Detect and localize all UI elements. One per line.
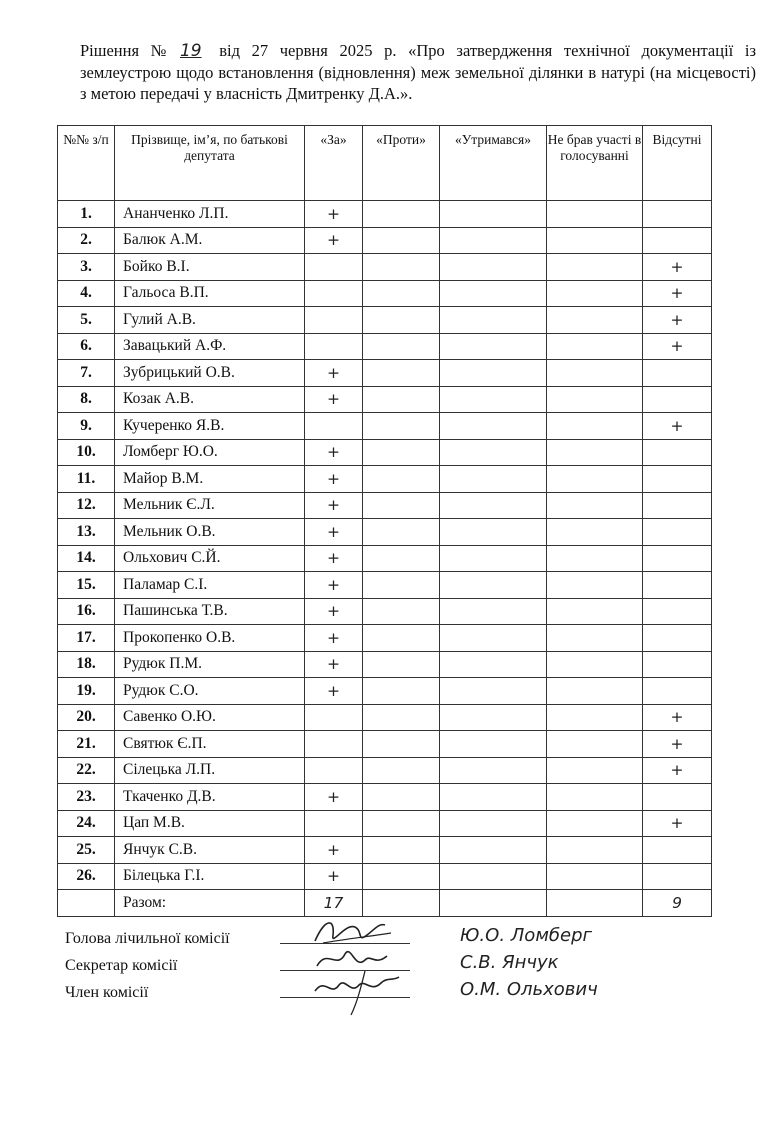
vote-for-mark <box>305 757 363 784</box>
table-row <box>58 386 712 413</box>
vote-against-mark <box>363 307 440 334</box>
signature-name: Ю.О. Ломберг <box>460 925 592 946</box>
vote-not-voted-mark <box>547 731 643 758</box>
decision-text: від 27 червня 2025 р. «Про затвердження технічної документації із землеустрою щодо встановлення (відновлення) меж земельної ділянки в натурі (на місцевості) з метою передачі у власність Дмитренку Д.А.». <box>80 41 756 103</box>
row-number: 10. <box>58 439 115 466</box>
vote-absent-mark <box>643 837 712 864</box>
vote-absent-mark <box>643 227 712 254</box>
vote-not-voted-mark <box>547 810 643 837</box>
vote-abstained-mark <box>440 678 547 705</box>
vote-absent-mark <box>643 678 712 705</box>
table-row <box>58 784 712 811</box>
vote-absent-mark <box>643 598 712 625</box>
vote-against-mark <box>363 837 440 864</box>
vote-abstained-mark <box>440 757 547 784</box>
signatures-block <box>65 925 765 1035</box>
vote-against-mark <box>363 519 440 546</box>
deputy-name: Білецька Г.І. <box>115 863 305 890</box>
header-abstained: «Утримався» <box>440 126 547 201</box>
vote-for-mark <box>305 333 363 360</box>
vote-against-mark <box>363 227 440 254</box>
vote-against-mark <box>363 598 440 625</box>
vote-abstained-mark <box>440 784 547 811</box>
vote-not-voted-mark <box>547 307 643 334</box>
vote-not-voted-mark <box>547 598 643 625</box>
vote-abstained-mark <box>440 413 547 440</box>
vote-not-voted-mark <box>547 227 643 254</box>
vote-abstained-mark <box>440 572 547 599</box>
vote-abstained-mark <box>440 492 547 519</box>
vote-for-mark <box>305 810 363 837</box>
row-number: 14. <box>58 545 115 572</box>
vote-absent-mark <box>643 572 712 599</box>
voting-table <box>57 125 712 917</box>
vote-abstained-mark <box>440 386 547 413</box>
row-number: 21. <box>58 731 115 758</box>
vote-absent-mark <box>643 651 712 678</box>
vote-for-mark: + <box>305 784 363 811</box>
vote-abstained-mark <box>440 254 547 281</box>
vote-not-voted-mark <box>547 492 643 519</box>
vote-against-mark <box>363 439 440 466</box>
signature-name: О.М. Ольхович <box>460 979 598 1000</box>
vote-against-mark <box>363 784 440 811</box>
row-number: 18. <box>58 651 115 678</box>
vote-abstained-mark <box>440 625 547 652</box>
deputy-name: Балюк А.М. <box>115 227 305 254</box>
table-row <box>58 360 712 387</box>
vote-absent-mark <box>643 439 712 466</box>
row-number: 17. <box>58 625 115 652</box>
deputy-name: Янчук С.В. <box>115 837 305 864</box>
decision-prefix: Рішення № <box>80 41 174 60</box>
deputy-name: Рудюк С.О. <box>115 678 305 705</box>
total-absent: 9 <box>643 890 712 917</box>
vote-against-mark <box>363 863 440 890</box>
vote-not-voted-mark <box>547 466 643 493</box>
header-for: «За» <box>305 126 363 201</box>
deputy-name: Завацький А.Ф. <box>115 333 305 360</box>
table-row <box>58 651 712 678</box>
vote-for-mark: + <box>305 466 363 493</box>
deputy-name: Кучеренко Я.В. <box>115 413 305 440</box>
header-absent: Відсутні <box>643 126 712 201</box>
vote-against-mark <box>363 731 440 758</box>
vote-absent-mark: + <box>643 307 712 334</box>
row-number: 9. <box>58 413 115 440</box>
vote-not-voted-mark <box>547 625 643 652</box>
vote-abstained-mark <box>440 466 547 493</box>
table-row <box>58 254 712 281</box>
vote-absent-mark: + <box>643 704 712 731</box>
table-row <box>58 863 712 890</box>
vote-not-voted-mark <box>547 863 643 890</box>
vote-not-voted-mark <box>547 519 643 546</box>
table-row <box>58 280 712 307</box>
table-row <box>58 757 712 784</box>
vote-not-voted-mark <box>547 413 643 440</box>
vote-abstained-mark <box>440 651 547 678</box>
vote-against-mark <box>363 386 440 413</box>
handwritten-signature <box>305 967 405 1017</box>
vote-not-voted-mark <box>547 572 643 599</box>
deputy-name: Гулий А.В. <box>115 307 305 334</box>
vote-abstained-mark <box>440 598 547 625</box>
deputy-name: Пашинська Т.В. <box>115 598 305 625</box>
table-row <box>58 625 712 652</box>
table-row <box>58 837 712 864</box>
vote-not-voted-mark <box>547 651 643 678</box>
row-number: 22. <box>58 757 115 784</box>
vote-against-mark <box>363 201 440 228</box>
decision-number: 19 <box>179 41 202 61</box>
vote-abstained-mark <box>440 731 547 758</box>
deputy-name: Ткаченко Д.В. <box>115 784 305 811</box>
deputy-name: Майор В.М. <box>115 466 305 493</box>
vote-against-mark <box>363 545 440 572</box>
vote-for-mark: + <box>305 598 363 625</box>
vote-abstained-mark <box>440 810 547 837</box>
table-row <box>58 704 712 731</box>
deputy-name: Козак А.В. <box>115 386 305 413</box>
total-abstained <box>440 890 547 917</box>
vote-for-mark: + <box>305 678 363 705</box>
row-number: 20. <box>58 704 115 731</box>
vote-for-mark: + <box>305 201 363 228</box>
decision-header <box>80 40 756 104</box>
signature-row-member <box>65 979 765 1006</box>
vote-not-voted-mark <box>547 201 643 228</box>
vote-abstained-mark <box>440 333 547 360</box>
vote-absent-mark <box>643 545 712 572</box>
vote-abstained-mark <box>440 837 547 864</box>
vote-against-mark <box>363 333 440 360</box>
vote-for-mark: + <box>305 386 363 413</box>
table-row <box>58 545 712 572</box>
row-number: 24. <box>58 810 115 837</box>
table-row <box>58 678 712 705</box>
table-row <box>58 572 712 599</box>
vote-not-voted-mark <box>547 545 643 572</box>
deputy-name: Прокопенко О.В. <box>115 625 305 652</box>
vote-abstained-mark <box>440 360 547 387</box>
vote-absent-mark: + <box>643 757 712 784</box>
vote-not-voted-mark <box>547 254 643 281</box>
deputy-name: Цап М.В. <box>115 810 305 837</box>
vote-absent-mark: + <box>643 333 712 360</box>
vote-for-mark <box>305 704 363 731</box>
vote-abstained-mark <box>440 863 547 890</box>
row-number: 7. <box>58 360 115 387</box>
vote-against-mark <box>363 572 440 599</box>
vote-for-mark: + <box>305 227 363 254</box>
total-label: Разом: <box>115 890 305 917</box>
vote-against-mark <box>363 810 440 837</box>
vote-absent-mark: + <box>643 731 712 758</box>
vote-absent-mark <box>643 625 712 652</box>
vote-against-mark <box>363 280 440 307</box>
row-number: 19. <box>58 678 115 705</box>
row-number: 6. <box>58 333 115 360</box>
signature-row-secretary <box>65 952 765 979</box>
deputy-name: Святюк Є.П. <box>115 731 305 758</box>
signature-role: Секретар комісії <box>65 957 178 974</box>
vote-absent-mark <box>643 360 712 387</box>
row-number: 25. <box>58 837 115 864</box>
vote-not-voted-mark <box>547 280 643 307</box>
deputy-name: Рудюк П.М. <box>115 651 305 678</box>
table-row <box>58 227 712 254</box>
vote-for-mark: + <box>305 492 363 519</box>
row-number: 15. <box>58 572 115 599</box>
vote-for-mark: + <box>305 863 363 890</box>
vote-absent-mark: + <box>643 254 712 281</box>
vote-against-mark <box>363 704 440 731</box>
vote-not-voted-mark <box>547 678 643 705</box>
vote-against-mark <box>363 625 440 652</box>
vote-for-mark: + <box>305 651 363 678</box>
vote-absent-mark <box>643 784 712 811</box>
vote-abstained-mark <box>440 307 547 334</box>
row-number: 3. <box>58 254 115 281</box>
table-header-row <box>58 126 712 201</box>
vote-abstained-mark <box>440 545 547 572</box>
vote-abstained-mark <box>440 201 547 228</box>
vote-not-voted-mark <box>547 757 643 784</box>
row-number: 23. <box>58 784 115 811</box>
deputy-name: Ломберг Ю.О. <box>115 439 305 466</box>
vote-for-mark <box>305 413 363 440</box>
deputy-name: Мельник Є.Л. <box>115 492 305 519</box>
vote-for-mark <box>305 731 363 758</box>
table-row <box>58 731 712 758</box>
vote-abstained-mark <box>440 439 547 466</box>
voting-table-body <box>58 201 712 917</box>
row-number: 13. <box>58 519 115 546</box>
vote-against-mark <box>363 492 440 519</box>
table-row <box>58 598 712 625</box>
vote-not-voted-mark <box>547 784 643 811</box>
vote-against-mark <box>363 413 440 440</box>
vote-for-mark <box>305 280 363 307</box>
table-row <box>58 519 712 546</box>
signature-name: С.В. Янчук <box>460 952 559 973</box>
row-number: 11. <box>58 466 115 493</box>
row-number: 26. <box>58 863 115 890</box>
vote-against-mark <box>363 678 440 705</box>
table-row <box>58 466 712 493</box>
table-row <box>58 307 712 334</box>
row-number: 5. <box>58 307 115 334</box>
header-not-voted: Не брав участі в голосуванні <box>547 126 643 201</box>
vote-not-voted-mark <box>547 704 643 731</box>
vote-for-mark: + <box>305 360 363 387</box>
vote-against-mark <box>363 360 440 387</box>
deputy-name: Бойко В.І. <box>115 254 305 281</box>
row-number: 2. <box>58 227 115 254</box>
total-not-voted <box>547 890 643 917</box>
vote-not-voted-mark <box>547 333 643 360</box>
total-for: 17 <box>305 890 363 917</box>
vote-absent-mark: + <box>643 413 712 440</box>
row-number: 1. <box>58 201 115 228</box>
header-against: «Проти» <box>363 126 440 201</box>
vote-for-mark: + <box>305 572 363 599</box>
vote-abstained-mark <box>440 280 547 307</box>
vote-abstained-mark <box>440 704 547 731</box>
row-number: 4. <box>58 280 115 307</box>
vote-for-mark: + <box>305 439 363 466</box>
vote-not-voted-mark <box>547 837 643 864</box>
vote-absent-mark <box>643 386 712 413</box>
vote-for-mark: + <box>305 837 363 864</box>
table-row <box>58 810 712 837</box>
vote-for-mark: + <box>305 625 363 652</box>
vote-for-mark: + <box>305 545 363 572</box>
table-row <box>58 413 712 440</box>
vote-not-voted-mark <box>547 386 643 413</box>
vote-for-mark: + <box>305 519 363 546</box>
vote-abstained-mark <box>440 519 547 546</box>
vote-absent-mark: + <box>643 810 712 837</box>
vote-for-mark <box>305 254 363 281</box>
deputy-name: Сілецька Л.П. <box>115 757 305 784</box>
table-row <box>58 439 712 466</box>
vote-against-mark <box>363 466 440 493</box>
header-number: №№ з/п <box>58 126 115 201</box>
row-number: 8. <box>58 386 115 413</box>
vote-absent-mark <box>643 466 712 493</box>
vote-against-mark <box>363 254 440 281</box>
deputy-name: Савенко О.Ю. <box>115 704 305 731</box>
vote-absent-mark <box>643 492 712 519</box>
table-row <box>58 201 712 228</box>
deputy-name: Паламар С.І. <box>115 572 305 599</box>
vote-abstained-mark <box>440 227 547 254</box>
total-empty-cell <box>58 890 115 917</box>
deputy-name: Ананченко Л.П. <box>115 201 305 228</box>
vote-absent-mark: + <box>643 280 712 307</box>
table-row <box>58 333 712 360</box>
signature-row-chair <box>65 925 765 952</box>
vote-not-voted-mark <box>547 439 643 466</box>
signature-role: Член комісії <box>65 984 149 1001</box>
vote-against-mark <box>363 757 440 784</box>
signature-role: Голова лічильної комісії <box>65 930 230 947</box>
vote-absent-mark <box>643 519 712 546</box>
table-row <box>58 492 712 519</box>
header-name: Прізвище, ім’я, по батькові депутата <box>115 126 305 201</box>
deputy-name: Гальоса В.П. <box>115 280 305 307</box>
vote-for-mark <box>305 307 363 334</box>
vote-against-mark <box>363 651 440 678</box>
deputy-name: Зубрицький О.В. <box>115 360 305 387</box>
row-number: 12. <box>58 492 115 519</box>
row-number: 16. <box>58 598 115 625</box>
vote-absent-mark <box>643 863 712 890</box>
vote-not-voted-mark <box>547 360 643 387</box>
deputy-name: Мельник О.В. <box>115 519 305 546</box>
vote-absent-mark <box>643 201 712 228</box>
deputy-name: Ольхович С.Й. <box>115 545 305 572</box>
